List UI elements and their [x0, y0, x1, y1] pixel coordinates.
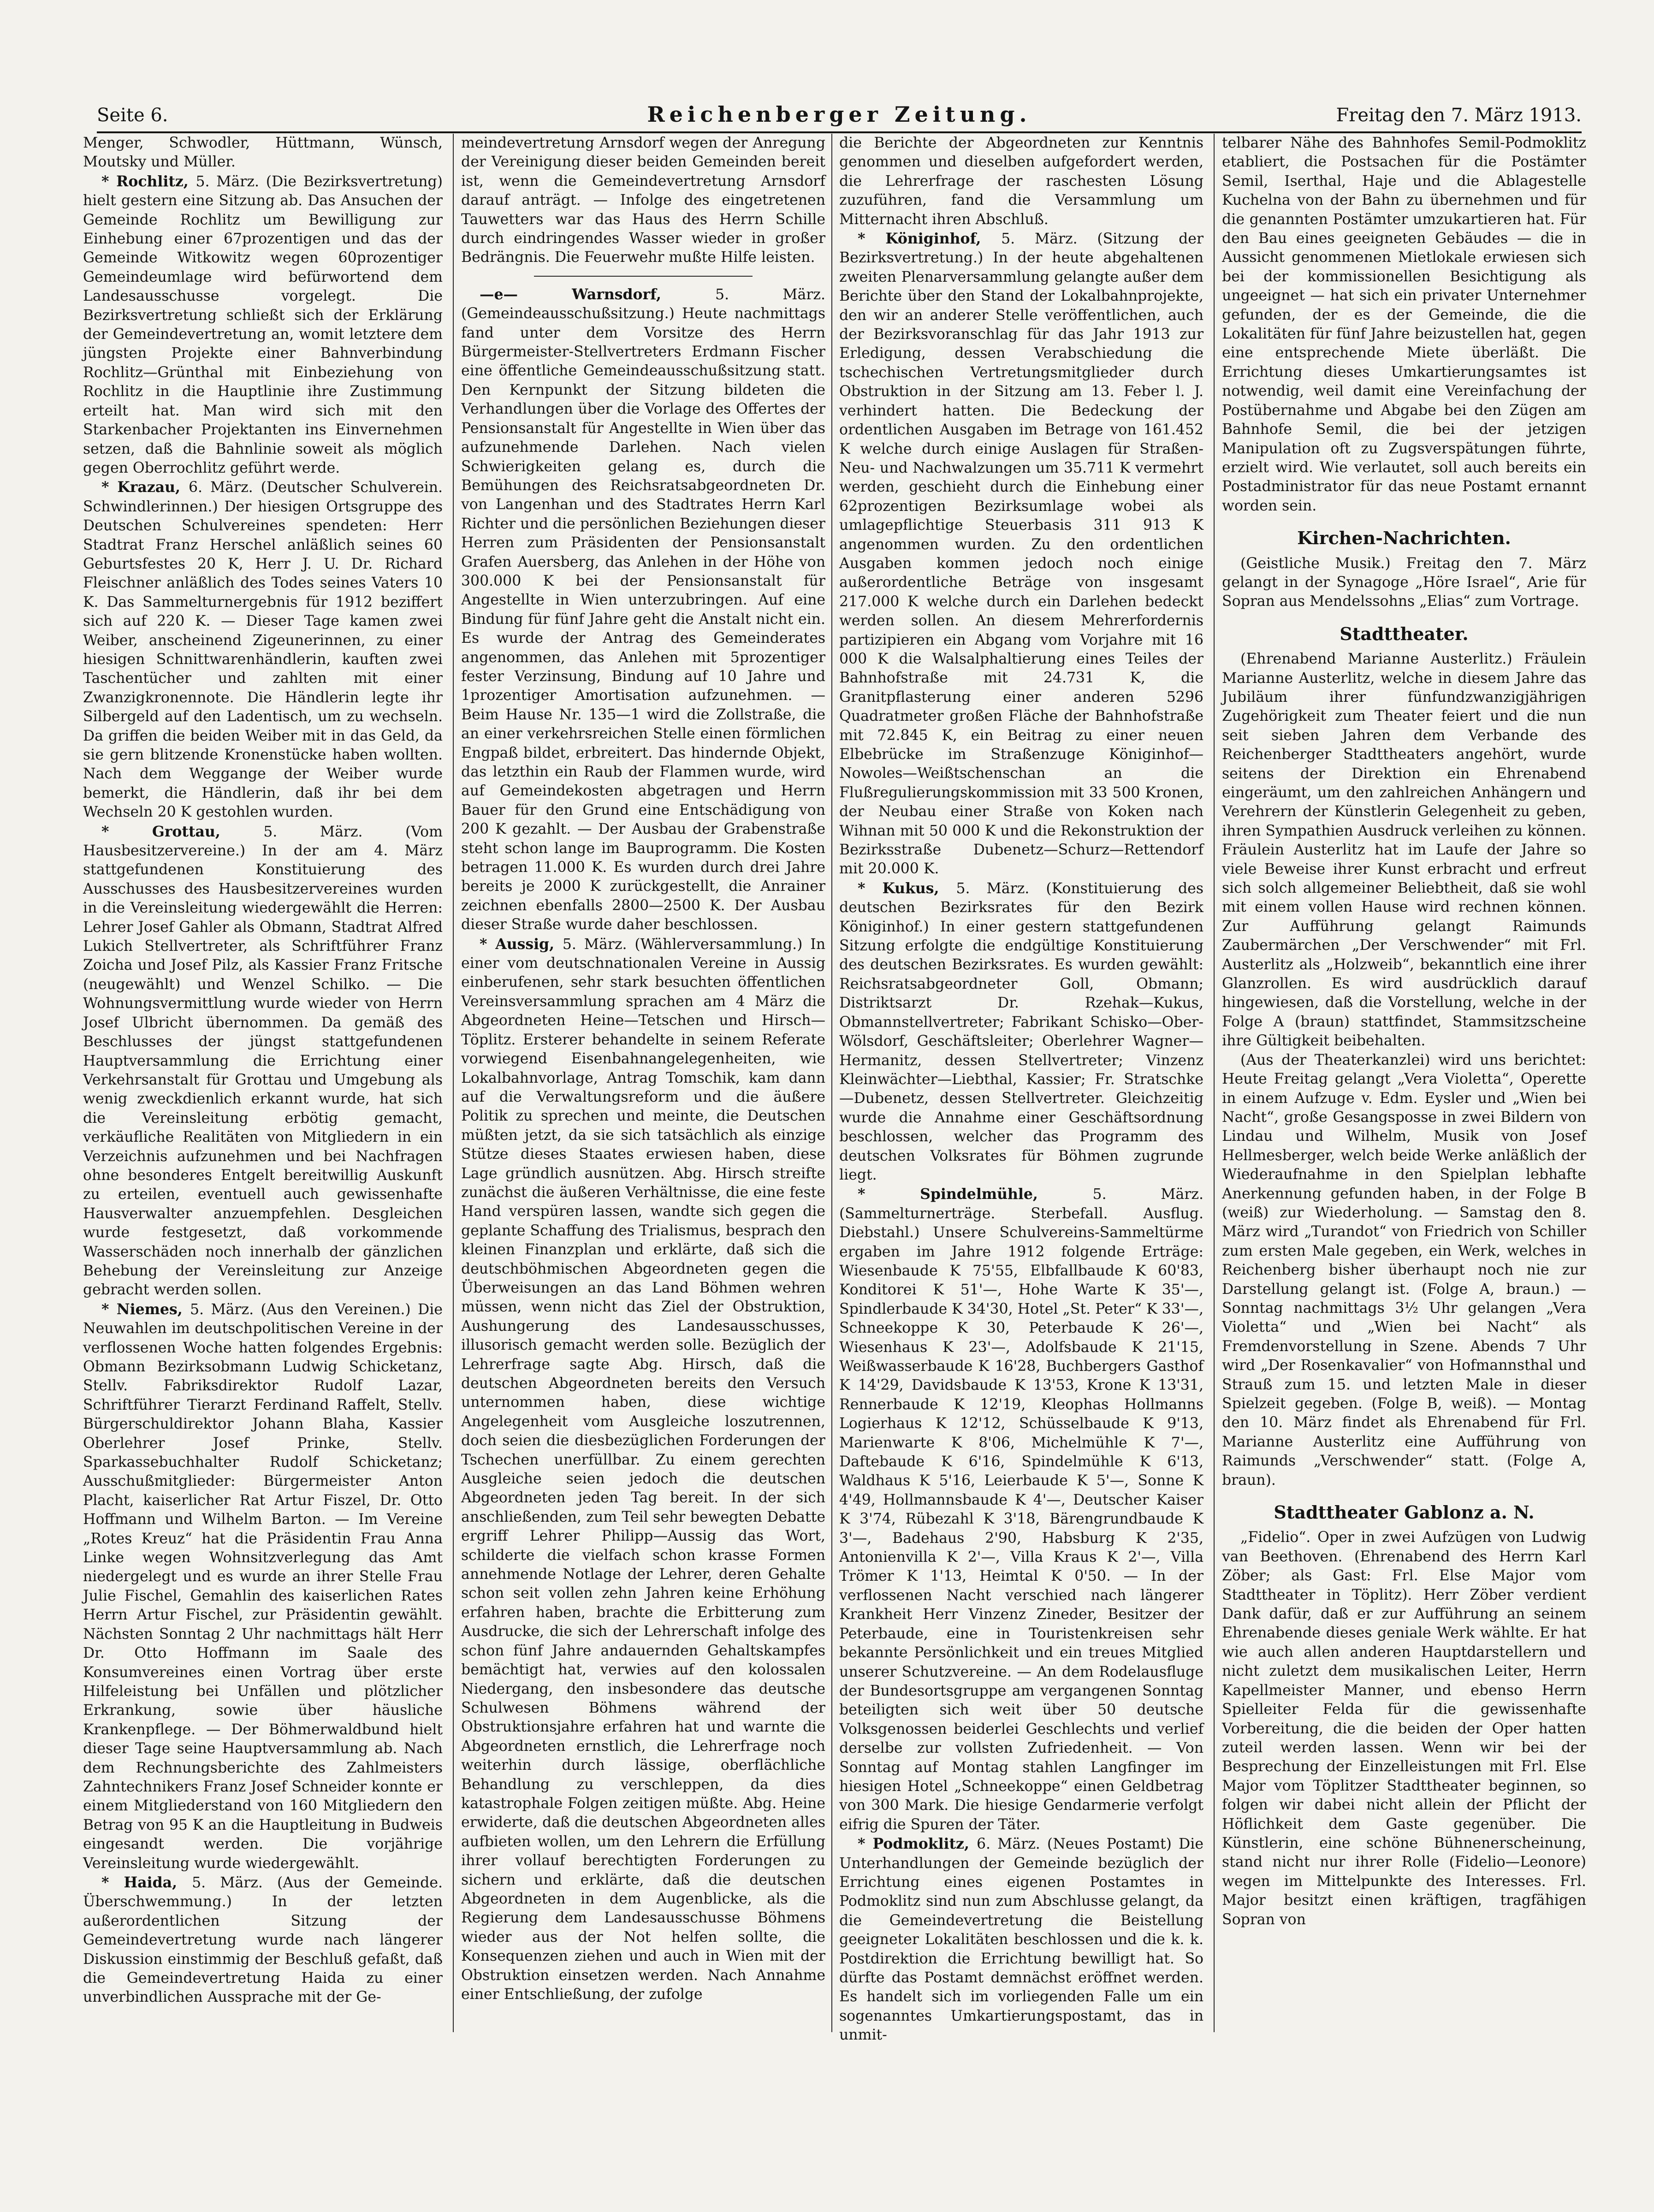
column-4 [1222, 134, 1586, 2032]
article-paragraph [83, 1873, 443, 2007]
article-text: (Ehrenabend Marianne Austerlitz.) Fräulein Marianne Austerlitz, welche in diesem Jahre das Jubiläum ihrer fünfundzwanzigjährigen Zugehörigkeit zum Theater feiert und die nun seit sieben Jahren dem Verbande des Reichenberger Stadttheaters angehört, wurde seitens der Direktion ein Ehrenabend eingeräumt, um den zahlreichen Anhängern und Verehrern der Künstlerin Gelegenheit zu geben, ihren Sympathien Ausdruck verleihen zu können. Fräulein Austerlitz hat im Laufe der Jahre so viele Beweise ihrer Kunst erbracht und erfreut sich solch allgemeiner Beliebtheit, daß sie wohl mit einem vollen Hause wird rechnen können. Zur Aufführung gelangt Raimunds Zaubermärchen „Der Verschwender“ mit Frl. Austerlitz als „Holzweib“, bekanntlich eine ihrer Glanzrollen. Es wird ausdrücklich darauf hingewiesen, daß die Vorstellung, welche in der Folge A (braun) stattfindet, Stammsitzscheine ihre Gültigkeit beibehalten. [1222, 651, 1586, 1050]
article-text: 6. März. (Neues Postamt) Die Unterhandlungen der Gemeinde bezüglich der Errichtung eines eigenen Postamtes in Podmoklitz sind nun zum Abschlusse gelangt, da die Gemeindevertretung die Beistellung geeigneter Lokalitäten beschlossen und die k. k. Postdirektion die Errichtung bewilligt hat. So dürfte das Postamt demnächst eröffnet werden. Es handelt sich im vorliegenden Falle um ein sogenanntes Umkartierungspostamt, das in unmit- [839, 1836, 1203, 2044]
issue-date: Freitag den 7. März 1913. [1336, 105, 1582, 126]
article-paragraph [1222, 554, 1586, 611]
article-dateline: * Podmoklitz, [858, 1835, 977, 1853]
section-heading: Kirchen-Nachrichten. [1297, 528, 1511, 549]
article-dateline: * Kukus, [858, 879, 956, 897]
section-heading: Stadttheater. [1340, 623, 1469, 644]
article-dateline: * Aussig, [480, 935, 563, 953]
article-paragraph [461, 935, 825, 2004]
article-text: 5. März. (Wählerversammlung.) In einer vom deutschnationalen Vereine in Aussig einberufenen, sehr stark besuchten öffentlichen Vereinsversammlung sprachen am 4 März die Abgeordneten Heine—Tetschen und Hirsch—Töplitz. Ersterer behandelte in seinem Referate vorwiegend Eisenbahnangelegenheiten, wie Lokalbahnvorlage, Antrag Tomschik, kam dann auf die Verwaltungsreform und die äußere Politik zu sprechen und meinte, die Deutschen müßten jetzt, da sie sich tatsächlich als einzige Stütze dieses Staates erwiesen haben, diese Lage gründlich ausnützen. Abg. Hirsch streifte zunächst die äußeren Verhältnisse, die eine feste Hand verspüren lassen, wandte sich gegen die geplante Schaffung des Trialismus, besprach den kleinen Finanzplan und erklärte, daß sich die deutschböhmischen Abgeordneten gegen die Überweisungen an das Land Böhmen wehren müssen, wenn nicht das Ziel der Obstruktion, Aushungerung des Landesausschusses, illusorisch gemacht werden solle. Bezüglich der Lehrerfrage sagte Abg. Hirsch, daß die deutschen Abgeordneten bereits den Versuch unternommen haben, diese wichtige Angelegenheit vom Ausgleiche loszutrennen, doch seien die diesbezüglichen Forderungen der Tschechen unerfüllbar. Zu einem gerechten Ausgleiche seien jedoch die deutschen Abgeordneten jeden Tag bereit. In der sich anschließenden, zum Teil sehr bewegten Debatte ergriff Lehrer Philipp—Aussig das Wort, schilderte die vielfach schon krasse Formen annehmende Notlage der Lehrer, deren Gehalte schon seit vollen zehn Jahren keine Erhöhung erfahren haben, brachte die Erbitterung zum Ausdrucke, die sich der Lehrerschaft infolge des schon fünf Jahre andauernden Gehaltskampfes bemächtigt hat, verwies auf den kolossalen Niedergang, den insbesondere das deutsche Schulwesen Böhmens während der Obstruktionsjahre erfahren hat und warnte die Abgeordneten ernstlich, die Lehrerfrage noch weiterhin durch lässige, oberflächliche Behandlung zu verschleppen, da dies katastrophale Folgen zeitigen müßte. Abg. Heine erwiderte, daß die deutschen Abgeordneten alles aufbieten wollen, um den Lehrern die Erfüllung ihrer vollauf berechtigten Forderungen zu sichern und erklärte, daß die deutschen Abgeordneten in dem Augenblicke, als die Regierung dem Landesausschusse Böhmens wieder aus der Not helfen sollte, die Konsequenzen ziehen und auch in Wien mit der Obstruktion einsetzen werden. Nach Annahme einer Entschließung, der zufolge [461, 936, 825, 2003]
article-text: die Berichte der Abgeordneten zur Kenntnis genommen und dieselben aufgefordert werden, die Lehrerfrage der raschesten Lösung zuzuführen, fand die Versammlung um Mitternacht ihren Abschluß. [839, 135, 1203, 228]
column-3 [839, 134, 1203, 2044]
article-text: 6. März. (Deutscher Schulverein. Schwindlerinnen.) Der hiesigen Ortsgruppe des Deutschen Schulvereines spendeten: Herr Stadtrat Franz Herschel anläßlich seines 60 Geburtsfestes 20 K, Herr J. U. Dr. Richard Fleischner anläßlich des Todes seines Vaters 10 K. Das Sammelturnergebnis für 1912 beziffert sich auf 220 K. — Dieser Tage kamen zwei Weiber, anscheinend Zigeunerinnen, zu einer hiesigen Schnittwarenhändlerin, kauften zwei Taschentücher und zahlten mit einer Zwanzigkronennote. Die Händlerin legte ihr Silbergeld auf den Ladentisch, um zu wechseln. Da griffen die beiden Weiber mit in das Geld, da sie gern blitzende Kronenstücke haben wollten. Nach dem Weggange der Weiber wurde bemerkt, die Händlerin, daß ihr bei dem Wechseln 20 K gestohlen wurden. [83, 479, 443, 821]
article-paragraph [839, 1185, 1203, 1834]
article-paragraph [839, 879, 1203, 1185]
article-text: 5. März. (Aus den Vereinen.) Die Neuwahlen im deutschpolitischen Vereine in der verflossenen Woche hatten folgendes Ergebnis: Obmann Bezirksobmann Ludwig Schicketanz, Stellv. Fabriksdirektor Rudolf Lazar, Schriftführer Tierarzt Ferdinand Raffelt, Stellv. Bürgerschuldirektor Johann Blaha, Kassier Oberlehrer Josef Prinke, Stellv. Sparkassebuchhalter Rudolf Schicketanz; Ausschußmitglieder: Bürgermeister Anton Placht, kaiserlicher Rat Artur Fiszel, Dr. Otto Hoffmann und Wilhelm Barton. — Im Vereine „Rotes Kreuz“ hat die Präsidentin Frau Anna Linke wegen Wohnsitzverlegung das Amt niedergelegt und es wurde an ihrer Stelle Frau Julie Fischel, Gemahlin des kaiserlichen Rates Herrn Artur Fischel, zur Präsidentin gewählt. Nächsten Sonntag 2 Uhr nachmittags hält Herr Dr. Otto Hoffmann im Saale des Konsumvereines einen Vortrag über erste Hilfeleistung bei Unfällen und plötzlicher Erkrankung, sowie über häusliche Krankenpflege. — Der Böhmerwaldbund hielt dieser Tage seine Hauptversammlung ab. Nach dem Rechnungsberichte des Zahlmeisters Zahntechnikers Franz Josef Schneider konnte er einem Mitgliederstand von 160 Mitgliedern den Betrag von 95 K an die Hauptleitung in Budweis eingesandt werden. Die vorjährige Vereinsleitung wurde wiedergewählt. [83, 1301, 443, 1872]
article-text: „Fidelio“. Oper in zwei Aufzügen von Ludwig van Beethoven. (Ehrenabend des Herrn Karl Zöber; als Gast: Frl. Else Major vom Stadttheater in Töplitz). Herr Zöber verdient Dank dafür, daß er zur Aufführung an seinem Ehrenabende dieses geniale Werk wählte. Er hat wie auch allen anderen Hauptdarstellern und nicht zuletzt dem musikalischen Leiter, Herrn Kapellmeister Manner, und ebenso Herrn Spielleiter Felda für die gewissenhafte Vorbereitung, die die beiden der Oper hatten zuteil werden lassen. Wenn wir bei der Besprechung der Einzelleistungen mit Frl. Else Major vom Töplitzer Stadttheater beginnen, so folgen wir dabei nicht allein der Pflicht der Höflichkeit dem Gaste gegenüber. Die Künstlerin, eine schöne Bühnenerscheinung, stand nicht nur ihrer Rolle (Fidelio—Leonore) wegen im Mittelpunkte des Interesses. Frl. Major besitzt einen kräftigen, tragfähigen Sopran von [1222, 1529, 1586, 1928]
article-dateline: * Krazau, [101, 479, 189, 496]
article-text: meindevertretung Arnsdorf wegen der Anregung der Vereinigung dieser beiden Gemeinden bereit ist, wenn die Gemeindevertretung Arnsdorf darauf anträgt. — Infolge des eingetretenen Tauwetters war das Haus des Herrn Schille durch eindringendes Wasser wieder in großer Bedrängnis. Die Feuerwehr mußte Hilfe leisten. [461, 135, 825, 266]
article-paragraph [839, 229, 1203, 879]
article-dateline: * Haida, [101, 1874, 192, 1891]
article-paragraph [461, 285, 825, 935]
page-header [97, 95, 1582, 133]
column-rule [1214, 134, 1215, 2032]
article-text: Menger, Schwodler, Hüttmann, Wünsch, Moutsky und Müller. [83, 135, 443, 171]
article-text: (Aus der Theaterkanzlei) wird uns berichtet: Heute Freitag gelangt „Vera Violetta“, Operette in einem Aufzuge v. Edm. Eysler und „Wien bei Nacht“, große Gesangsposse in zwei Bildern von Lindau und Wilhelm, Musik von Josef Hellmesberger, welch beide Werke anläßlich der Wiederaufnahme in den Spielplan lebhafte Anerkennung gefunden haben, in der Folge B (weiß) zur Wiederholung. — Samstag den 8. März wird „Turandot“ von Friedrich von Schiller zum ersten Male gegeben, ein Werk, welches in Reichenberg bisher überhaupt noch nie zur Darstellung gelangt ist. (Folge A, braun.) — Sonntag nachmittags 3½ Uhr gelangen „Vera Violetta“ und „Wien bei Nacht“ als Fremdenvorstellung in Szene. Abends 7 Uhr wird „Der Rosenkavalier“ von Hofmannsthal und Strauß zum 15. und letzten Male in dieser Spielzeit gegeben. (Folge B, weiß). — Montag den 10. März findet als Ehrenabend für Frl. Marianne Austerlitz eine Aufführung von Raimunds „Verschwender“ statt. (Folge A, braun). [1222, 1051, 1586, 1489]
article-dateline: * Niemes, [101, 1300, 190, 1318]
article-text: telbarer Nähe des Bahnhofes Semil-Podmoklitz etabliert, die Postsachen für die Postämter Semil, Iserthal, Haje und die Ablagestelle Kuchelna von der Bahn zu übernehmen und für die genannten Postämter umzukartieren hat. Für den Bau eines geeigneten Gebäudes — die in Aussicht genommenen Mietlokale erwiesen sich bei der kommissionellen Besichtigung als ungeeignet — hat sich ein privater Unternehmer gefunden, der es der Gemeinde, die die Lokalitäten für fünf Jahre beizustellen hat, gegen eine entsprechende Miete überläßt. Die Errichtung dieses Umkartierungsamtes ist notwendig, weil damit eine Vereinfachung der Postübernahme und Abgabe bei den Zügen am Bahnhofe Semil, die bei der jetzigen Manipulation oft zu Zugsverspätungen führte, erzielt wird. Wie verlautet, soll auch bereits ein Postadministrator für das neue Postamt ernannt worden sein. [1222, 135, 1586, 514]
continued-article-text [83, 134, 443, 172]
article-dateline: * Spindelmühle, [858, 1186, 1093, 1203]
page-number: Seite 6. [97, 105, 168, 126]
article-text: 5. März. (Gemeindeausschußsitzung.) Heute nachmittags fand unter dem Vorsitze des Herrn Bürgermeister-Stellvertreters Erdmann Fischer eine öffentliche Gemeindeausschußsitzung statt. Den Kernpunkt der Sitzung bildeten die Verhandlungen über die Vorlage des Offertes der Pensionsanstalt für Angestellte in Wien über das aufzunehmende Darlehen. Nach vielen Schwierigkeiten gelang es, durch die Bemühungen des Reichsratsabgeordneten Dr. von Langenhan und des Stadtrates Herrn Karl Richter und die persönlichen Beziehungen dieser Herren zum Präsidenten der Pensionsanstalt Grafen Auersberg, das Anlehen in der Höhe von 300.000 K bei der Pensionsanstalt für Angestellte in Wien unterzubringen. Auf eine Bindung für fünf Jahre geht die Anstalt nicht ein. Es wurde der Antrag des Gemeinderates angenommen, das Anlehen mit 5prozentiger fester Verzinsung, Bindung auf 10 Jahre und 1prozentiger Amortisation aufzunehmen. — Beim Hause Nr. 135—1 wird die Zollstraße, die an einer verkehrsreichen Stelle einen förmlichen Engpaß bildet, erbreitert. Das hindernde Objekt, das letzthin ein Raub der Flammen wurde, wird auf Gemeindekosten abgetragen und Herrn Bauer für den Grund eine Entschädigung von 200 K gezahlt. — Der Ausbau der Grabenstraße steht schon lange im Bauprogramm. Die Kosten betragen 11.000 K. Es wurden durch drei Jahre bereits je 2000 K zurückgestellt, die Anrainer zeichnen ebenfalls 2800—2500 K. Der Ausbau dieser Straße wurde daher beschlossen. [461, 286, 825, 933]
article-paragraph [1222, 1051, 1586, 1490]
section-divider [534, 276, 753, 277]
article-dateline: —e— Warnsdorf, [480, 285, 716, 303]
article-text: 5. März. (Die Bezirksvertretung) hielt gestern eine Sitzung ab. Das Ansuchen der Gemeinde Rochlitz um Bewilligung zur Einhebung einer 67prozentigen und das der Gemeinde Witkowitz wegen 60prozentiger Gemeindeumlage wird befürwortend dem Landesausschusse vorgelegt. Die Bezirksvertretung schließt sich der Erklärung der Gemeindevertretung an, womit letztere dem jüngsten Projekte einer Bahnverbindung Rochlitz—Grünthal mit Einbeziehung von Rochlitz in die Hauptlinie ihre Zustimmung erteilt hat. Man wird sich mit den Starkenbacher Projektanten ins Einvernehmen setzen, daß die Bahnlinie soweit als möglich gegen Oberrochlitz geführt werde. [83, 173, 443, 476]
article-dateline: * Grottau, [101, 823, 264, 840]
article-text: 5. März. (Sammelturnerträge. Sterbefall. Ausflug. Diebstahl.) Unsere Schulvereins-Sammeltürme ergaben im Jahre 1912 folgende Erträge: Wiesenbaude K 75'55, Elbfallbaude K 60'83, Konditorei K 51'—, Hohe Warte K 35'—, Spindlerbaude K 34'30, Hotel „St. Peter“ K 33'—, Schneekoppe K 30, Peterbaude K 26'—, Wiesenhaus K 23'—, Adolfsbaude K 21'15, Weißwasserbaude K 16'28, Buchbergers Gasthof K 14'29, Davidsbaude K 13'53, Krone K 13'31, Rennerbaude K 12'19, Kleophas Hollmanns Logierhaus K 12'12, Schüsselbaude K 9'13, Marienwarte K 8'06, Michelmühle K 7'—, Daftebaude K 6'16, Spindelmühle K 6'13, Waldhaus K 5'16, Leierbaude K 5'—, Sonne K 4'49, Hollmannsbaude K 4'—, Deutscher Kaiser K 3'74, Rübezahl K 3'18, Bärengrundbaude K 3'—, Badehaus 2'90, Habsburg K 2'35, Antonienvilla K 2'—, Villa Kraus K 2'—, Villa Trömer K 1'13, Heimtal K 0'50. — In der verflossenen Nacht verschied nach längerer Krankheit Herr Vinzenz Zineder, Besitzer der Peterbaude, eine in Touristenkreisen sehr bekannte Persönlichkeit und ein treues Mitglied unserer Schutzvereine. — An dem Rodelausfluge der Bundesortsgruppe am vergangenen Sonntag beteiligten sich weit über 50 deutsche Volksgenossen beiderlei Geschlechts und verlief derselbe zur vollsten Zufriedenheit. — Von Sonntag auf Montag stahlen Langfinger im hiesigen Hotel „Schneekoppe“ einen Geldbetrag von 300 Mark. Die hiesige Gendarmerie verfolgt eifrig die Spuren der Täter. [839, 1186, 1203, 1833]
continued-article-text [839, 134, 1203, 229]
article-paragraph [83, 172, 443, 478]
continued-article-text [461, 134, 825, 267]
article-text: (Geistliche Musik.) Freitag den 7. März gelangt in der Synagoge „Höre Israel“, Arie für Sopran aus Mendelssohns „Elias“ zum Vortrage. [1222, 555, 1586, 610]
article-text: 5. März. (Aus der Gemeinde. Überschwemmung.) In der letzten außerordentlichen Sitzung der Gemeindevertretung wurde nach längerer Diskussion einstimmig der Beschluß gefaßt, daß die Gemeindevertretung Haida zu einer unverbindlichen Aussprache mit der Ge- [83, 1874, 443, 2006]
column-rule [453, 134, 454, 2032]
article-paragraph [83, 478, 443, 822]
article-paragraph [83, 822, 443, 1300]
newspaper-title: Reichenberger Zeitung. [647, 102, 1032, 127]
article-text: 5. März. (Konstituierung des deutschen Bezirksrates für den Bezirk Königinhof.) In einer gestern stattgefundenen Sitzung erfolgte die endgültige Konstituierung des deutschen Bezirksrates. Es wurden gewählt: Reichsratsabgeordneter Goll, Obmann; Distriktsarzt Dr. Rzehak—Kukus, Obmannstellvertreter; Fabrikant Schisko—Ober-Wölsdorf, Geschäftsleiter; Oberlehrer Wagner—Hermanitz, dessen Stellvertreter; Vinzenz Kleinwächter—Liebthal, Kassier; Fr. Stratschke—Dubenetz, dessen Stellvertreter. Gleichzeitig wurde die Annahme einer Geschäftsordnung beschlossen, welcher das Programm des deutschen Volksrates für Böhmen zugrunde liegt. [839, 880, 1203, 1183]
article-text: 5. März. (Vom Hausbesitzervereine.) In der am 4. März stattgefundenen Konstituierung des Ausschusses des Hausbesitzervereines wurden in die Vereinsleitung wiedergewählt die Herren: Lehrer Josef Gahler als Obmann, Stadtrat Alfred Lukich Stellvertreter, als Schriftführer Franz Zoicha und Josef Pilz, als Kassier Franz Fritsche (neugewählt) und Wenzel Schilko. — Die Wohnungsvermittlung wurde wieder von Herrn Josef Ulbricht übernommen. Da gemäß des Beschlusses der jüngst stattgefundenen Hauptversammlung die Errichtung einer Verkehrsanstalt für Grottau und Umgebung als wenig zweckdienlich erkannt wurde, hat sich die Vereinsleitung erbötig gemacht, verkäufliche Realitäten von Mitgliedern in ein Verzeichnis aufzunehmen und bei Nachfragen ohne besonderes Entgelt bereitwillig Auskunft zu erteilen, eventuell auch gewissenhafte Hausverwalter anzuempfehlen. Desgleichen wurde festgesetzt, daß vorkommende Wasserschäden noch innerhalb der gänzlichen Behebung der Vereinsleitung zur Anzeige gebracht werden sollen. [83, 823, 443, 1299]
article-paragraph [83, 1300, 443, 1873]
column-rule [831, 134, 832, 2032]
continued-article-text [1222, 134, 1586, 516]
article-text: 5. März. (Sitzung der Bezirksvertretung.) In der heute abgehaltenen zweiten Plenarversammlung gelangte außer dem Berichte über den Stand der Lokalbahnprojekte, den wir an anderer Stelle veröffentlichen, auch der Bezirksvoranschlag für das Jahr 1913 zur Erledigung, dessen Verabschiedung die tschechischen Vertretungsmitglieder durch Obstruktion in der Sitzung am 13. Feber l. J. verhindert hatten. Die Bedeckung der ordentlichen Ausgaben im Betrage von 161.452 K welche durch einige Auslagen für Straßen-Neu- und Nachwalzungen um 35.711 K vermehrt werden, geschieht durch die Einhebung einer 62prozentigen Bezirksumlage wobei als umlagepflichtige Steuerbasis 311 913 K angenommen wurden. Zu den ordentlichen Ausgaben kommen jedoch noch einige außerordentliche Beträge von insgesamt 217.000 K welche durch ein Darlehen bedeckt werden sollen. An diesem Mehrerfordernis partizipieren ein Abgang vom Vorjahre mit 16 000 K die Walsalphaltierung eines Teiles der Bahnhofstraße mit 24.731 K, die Granitpflasterung einer anderen 5296 Quadratmeter großen Fläche der Bahnhofstraße mit 72.845 K, ein Beitrag zu einer neuen Elbebrücke im Straßenzuge Königinhof—Nowoles—Weißtschenschan an die Flußregulierungskommission mit 33 500 Kronen, der Neubau einer Straße von Koken nach Wihnan mit 50 000 K und die Rekonstruktion der Bezirksstraße Dubenetz—Schurz—Rettendorf mit 20.000 K. [839, 231, 1203, 878]
article-dateline: * Königinhof, [858, 230, 1002, 248]
article-paragraph [839, 1834, 1203, 2045]
column-1 [83, 134, 443, 2032]
article-paragraph [1222, 1528, 1586, 1929]
article-dateline: * Rochlitz, [101, 172, 196, 190]
column-2 [461, 134, 825, 2032]
section-heading: Stadttheater Gablonz a. N. [1274, 1502, 1535, 1523]
article-paragraph [1222, 650, 1586, 1051]
